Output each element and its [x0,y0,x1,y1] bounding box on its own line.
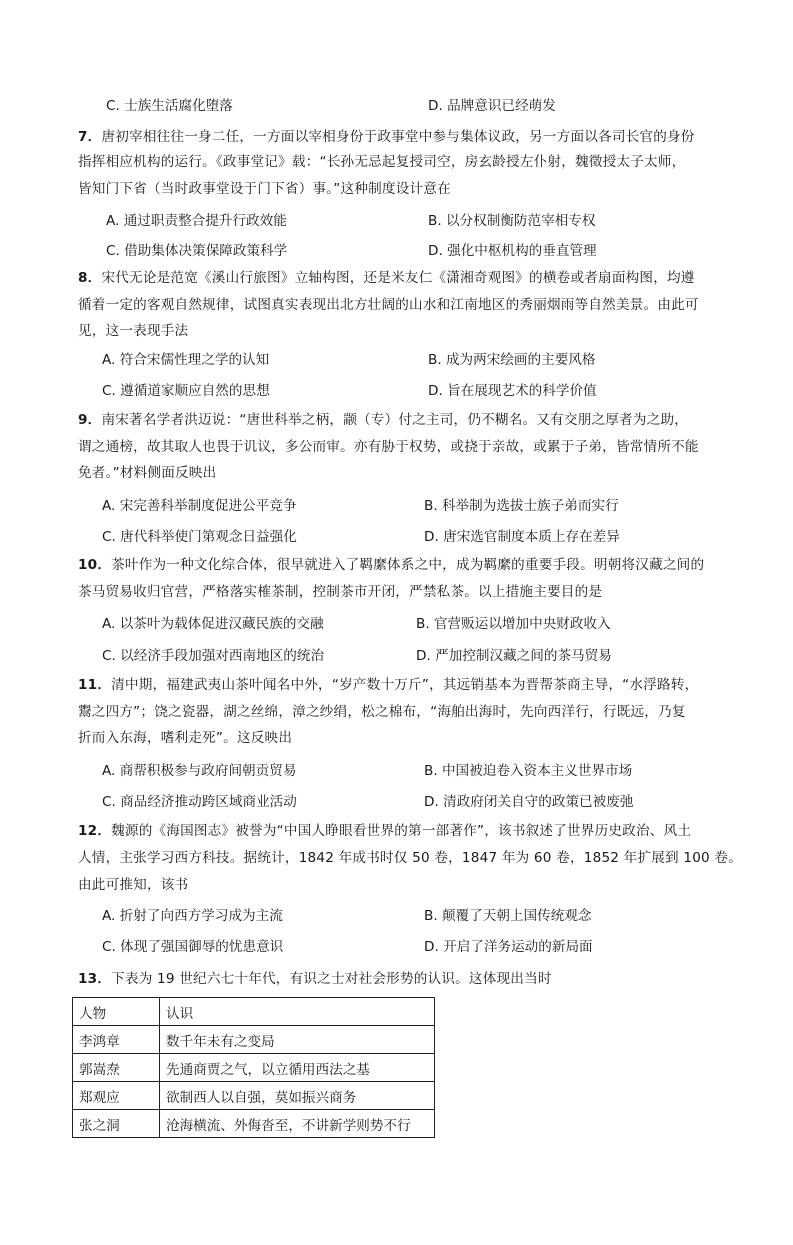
table-cell-person: 张之洞 [73,1110,160,1138]
q11-option-b: B. 中国被迫卷入资本主义世界市场 [424,763,633,779]
q12-stem-line-2: 人情，主张学习西方科技。据统计，1842 年成书时仅 50 卷，1847 年为 60 卷，1852 年扩展到 100 卷。 [78,850,743,866]
q9-option-b: B. 科举制为选拔士族子弟而实行 [424,498,619,514]
table-header-row [73,998,435,1026]
q10-stem-line-1: 10．茶叶作为一种文化综合体，很早就进入了羁縻体系之中，成为羁縻的重要手段。明朝将汉藏之间的 [78,557,705,573]
q8-number: 8． [78,270,102,286]
q12-option-c: C. 体现了强国御辱的忧患意识 [102,939,284,955]
q12-option-d: D. 开启了洋务运动的新局面 [424,939,593,955]
q7-option-a: A. 通过职责整合提升行政效能 [106,213,287,229]
q6-option-d: D. 品牌意识已经萌发 [428,98,556,114]
q7-option-b: B. 以分权制衡防范宰相专权 [428,213,596,229]
q12-stem-line-1: 12．魏源的《海国图志》被誉为“中国人睁眼看世界的第一部著作”，该书叙述了世界历史政治、风土 [78,823,692,839]
q7-option-d: D. 强化中枢机构的垂直管理 [428,243,597,259]
q11-stem-line-3: 折而入东海，嗜利走死”。这反映出 [78,730,293,746]
q7-stem-line-3: 皆知门下省（当时政事堂设于门下省）事。”这种制度设计意在 [78,181,451,197]
q8-option-d: D. 旨在展现艺术的科学价值 [428,383,597,399]
table-row [73,1082,435,1110]
q6-option-c: C. 士族生活腐化堕落 [106,98,233,114]
q10-option-a: A. 以茶叶为载体促进汉藏民族的交融 [102,616,324,632]
q10-option-d: D. 严加控制汉藏之间的茶马贸易 [416,648,612,664]
q9-stem-line-1: 9．南宋著名学者洪迈说：“唐世科举之柄，颛（专）付之主司，仍不糊名。又有交朋之厚者为之助， [78,412,689,428]
table-cell-view: 欲制西人以自强，莫如振兴商务 [160,1082,435,1110]
q12-number: 12． [78,823,112,839]
q11-stem-line-2: 鬻之四方”；饶之瓷器，湖之丝绵，漳之纱绢，松之棉布，“海舶出海时，先向西洋行，行既远，乃复 [78,704,686,720]
table-row [73,1054,435,1082]
q10-stem-line-2: 茶马贸易收归官营，严格落实榷茶制，控制茶市开闭，严禁私茶。以上措施主要目的是 [78,584,603,600]
q7-stem-line-2: 指挥相应机构的运行。《政事堂记》载：“长孙无忌起复授司空，房玄龄授左仆射，魏徵授太子太师， [78,154,686,170]
q11-option-c: C. 商品经济推动跨区域商业活动 [102,794,297,810]
q11-option-a: A. 商帮积极参与政府间朝贡贸易 [102,763,297,779]
q11-option-d: D. 清政府闭关自守的政策已被废弛 [424,794,634,810]
q8-stem-line-3: 见，这一表现手法 [78,323,189,339]
q9-option-a: A. 宋完善科举制度促进公平竞争 [102,498,297,514]
q8-stem-line-1: 8．宋代无论是范宽《溪山行旅图》立轴构图，还是米友仁《潇湘奇观图》的横卷或者扇面构图，均遵 [78,270,695,286]
q12-stem-line-3: 由此可推知，该书 [78,877,189,893]
table-row [73,1026,435,1054]
q8-stem-line-2: 循着一定的客观自然规律，试图真实表现出北方壮阔的山水和江南地区的秀丽烟雨等自然美景。由此可 [78,297,699,313]
q10-option-c: C. 以经济手段加强对西南地区的统治 [102,648,325,664]
q12-option-a: A. 折射了向西方学习成为主流 [102,908,283,924]
q7-stem-line-1: 7．唐初宰相往往一身二任，一方面以宰相身份于政事堂中参与集体议政，另一方面以各司长官的身份 [78,129,695,145]
q8-option-c: C. 遵循道家顺应自然的思想 [102,383,270,399]
q13-stem-line-1: 13．下表为 19 世纪六七十年代，有识之士对社会形势的认识。这体现出当时 [78,971,552,987]
table-header-cell: 认识 [160,998,435,1026]
q10-number: 10． [78,557,112,573]
q9-option-c: C. 唐代科举使门第观念日益强化 [102,529,297,545]
q9-stem-line-2: 谓之通榜，故其取人也畏于讥议，多公而审。亦有胁于权势，或挠于亲故，或累于子弟，皆常情所不能 [78,439,699,455]
table-cell-view: 数千年未有之变局 [160,1026,435,1054]
q11-number: 11． [78,677,112,693]
q7-option-c: C. 借助集体决策保障政策科学 [106,243,288,259]
q10-option-b: B. 官营贩运以增加中央财政收入 [416,616,611,632]
q8-option-b: B. 成为两宋绘画的主要风格 [428,352,596,368]
q9-stem-line-3: 免者。”材料侧面反映出 [78,465,217,481]
table-row [73,1110,435,1138]
q11-stem-line-1: 11．清中期，福建武夷山茶叶闻名中外，“岁产数十万斤”，其远销基本为晋帮茶商主导，“水浮路转， [78,677,699,693]
table-cell-person: 李鸿章 [73,1026,160,1054]
q12-option-b: B. 颠覆了天朝上国传统观念 [424,908,592,924]
q13-table [72,997,435,1138]
q9-number: 9． [78,412,102,428]
table-cell-view: 沧海横流、外侮沓至，不讲新学则势不行 [160,1110,435,1138]
q7-number: 7． [78,129,102,145]
table-cell-person: 郭嵩焘 [73,1054,160,1082]
q13-number: 13． [78,971,112,987]
table-header-cell: 人物 [73,998,160,1026]
q9-option-d: D. 唐宋选官制度本质上存在差异 [424,529,620,545]
table-cell-view: 先通商贾之气，以立循用西法之基 [160,1054,435,1082]
table-cell-person: 郑观应 [73,1082,160,1110]
q8-option-a: A. 符合宋儒性理之学的认知 [102,352,270,368]
